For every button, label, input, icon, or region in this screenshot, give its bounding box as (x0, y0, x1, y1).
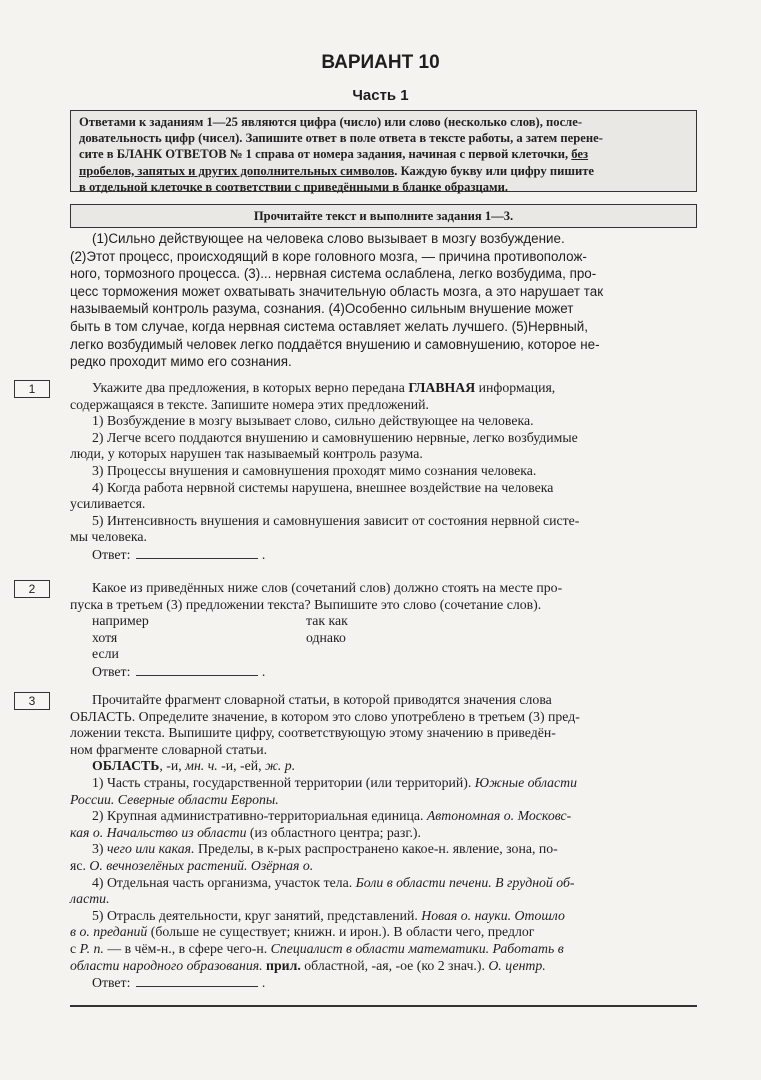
option-word: однако (306, 629, 346, 645)
entry-text: 3) (92, 841, 107, 857)
meaning-line (70, 858, 697, 875)
text-line: называемый контроль разума, сознания. (4)Особенно сильным внушение может (70, 301, 574, 317)
option-word: если (92, 646, 119, 662)
meaning-line (70, 908, 697, 925)
text-line: (1)Сильно действующее на человека слово вызывает в мозгу возбуждение. (92, 231, 565, 246)
task-number-1: 1 (14, 380, 50, 398)
option-word: хотя (92, 629, 118, 645)
option-line: 1) Возбуждение в мозгу вызывает слово, сильно действующее на человека. (92, 413, 534, 429)
instructions-line: Ответами к заданиям 1—25 являются цифра (число) или слово (несколько слов), после- (79, 115, 583, 129)
entry-example: чего или какая. (106, 841, 195, 857)
option-line: 4) Когда работа нервной системы нарушена, внешнее воздействие на человека (92, 479, 554, 495)
entry-example: Южные области (474, 774, 578, 790)
task-number-2: 2 (14, 580, 50, 598)
option-word: так как (306, 613, 348, 629)
option-line: 5) Интенсивность внушения и самовнушения зависит от состояния нервной систе- (92, 512, 580, 528)
question-line: Какое из приведённых ниже слов (сочетаний слов) должно стоять на месте про- (92, 580, 563, 595)
bottom-divider (70, 1005, 697, 1007)
question-line: Прочитайте фрагмент словарной статьи, в которой приводятся значения слова (92, 692, 552, 707)
task-number-3: 3 (14, 692, 50, 710)
meaning-line (70, 958, 697, 975)
answer-row: Ответ: . (92, 663, 266, 679)
question-text: Укажите два предложения, в которых верно передана (92, 380, 409, 395)
text-line: легко возбудимый человек легко поддаётся внушению и самовнушению, которое не- (70, 336, 600, 352)
entry-example: О. центр. (488, 957, 546, 973)
answer-row: Ответ: . (92, 975, 266, 991)
entry-text: -и, -ей, (217, 758, 266, 774)
option-line: 2) Легче всего поддаются внушению и самовнушению нервные, легко возбудимые (92, 429, 578, 445)
task-header: Прочитайте текст и выполните задания 1—3. (70, 204, 697, 228)
answer-label: Ответ: (92, 663, 131, 679)
meaning-line (70, 924, 697, 941)
option-line: усиливается. (70, 496, 146, 512)
entry-example: Р. п. (79, 940, 104, 956)
instructions-line: в отдельной клеточке в соответствии с приведёнными в бланке образцами. (79, 179, 509, 194)
variant-title: ВАРИАНТ 10 (321, 52, 440, 73)
entry-text: — в чём-н., в сфере чего-н. (103, 940, 271, 956)
text-line: цесс торможения может охватывать значительную область мозга, а это нарушает так (70, 283, 604, 299)
question-emphasis: ГЛАВНАЯ (408, 380, 476, 395)
entry-example: ласти. (70, 891, 110, 907)
option-line: люди, у которых нарушен так называемый контроль разума. (70, 446, 423, 462)
option-line: мы человека. (70, 529, 147, 545)
entry-text: ж. р. (265, 758, 296, 774)
task-3 (70, 692, 697, 991)
question-line: ложении текста. Выпишите цифру, соответствующую этому значению в приведён- (70, 725, 556, 741)
headword: ОБЛАСТЬ (92, 758, 160, 774)
options-row (70, 613, 697, 630)
answer-row: Ответ: . (92, 546, 266, 562)
instructions-line (79, 146, 688, 162)
entry-text: с (70, 940, 80, 956)
text-line: (2)Этот процесс, происходящий в коре головного мозга, — причина противополож- (70, 248, 587, 264)
instructions-underlined: пробелов, запятых и других дополнительных символов (79, 163, 395, 178)
instructions-text: сите в БЛАНК ОТВЕТОВ № 1 справа от номера задания, начиная с первой клеточки, (79, 147, 572, 162)
entry-example: Автономная о. Московс- (426, 808, 572, 824)
entry-text: (больше не существует; книжн. и ирон.). В области чего, предлог (147, 924, 535, 940)
entry-text: мн. ч. (185, 758, 218, 774)
reading-text (70, 230, 697, 371)
entry-example: Новая о. науки. Отошло (421, 907, 565, 923)
entry-example: Специалист в области математики. Работать в (270, 940, 564, 956)
entry-text: Пределы, в к-рых распространено какое-н. явление, зона, по- (194, 841, 558, 857)
instructions-line: довательность цифр (чисел). Запишите ответ в поле ответа в тексте работы, а затем перене- (79, 131, 603, 146)
task-2 (70, 580, 697, 680)
question-text: информация, (475, 380, 556, 395)
question-line (70, 380, 697, 397)
answer-label: Ответ: (92, 975, 131, 991)
entry-text: 4) Отдельная часть организма, участок тела. (92, 874, 356, 890)
entry-example: России. Северные области Европы. (70, 791, 279, 807)
part-title: Часть 1 (352, 87, 409, 104)
meaning-line (70, 891, 697, 908)
answer-field-2[interactable] (136, 663, 258, 676)
meaning-line (70, 775, 697, 792)
entry-text: 5) Отрасль деятельности, круг занятий, представлений. (92, 907, 422, 923)
entry-example: в о. преданий (70, 924, 148, 940)
entry-emphasis: прил. (262, 957, 301, 973)
entry-text: 2) Крупная административно-территориальная единица. (92, 808, 427, 824)
text-line: быть в том случае, когда нервная система оставляет желать лучшего. (5)Нервный, (70, 318, 588, 334)
answer-field-1[interactable] (136, 546, 258, 559)
question-line: пуска в третьем (3) предложении текста? Выпишите это слово (сочетание слов). (70, 596, 542, 612)
text-line: ного, тормозного процесса. (3)... нервная система ослаблена, легко возбудима, про- (70, 266, 597, 282)
meaning-line (70, 841, 697, 858)
answer-field-3[interactable] (136, 974, 258, 987)
entry-text: областной, -ая, -ое (ко 2 знач.). (300, 957, 489, 973)
option-line: 3) Процессы внушения и самовнушения проходят мимо сознания человека. (92, 462, 537, 478)
question-line: ном фрагменте словарной статьи. (70, 741, 268, 757)
text-line: редко проходит мимо его сознания. (70, 354, 292, 370)
instructions-text: . Каждую букву или цифру пишите (394, 163, 595, 178)
entry-example: области народного образования. (70, 957, 263, 973)
meaning-line (70, 875, 697, 892)
instructions-underlined: без (571, 147, 589, 162)
task-1 (70, 380, 697, 563)
question-line: содержащаяся в тексте. Запишите номера этих предложений. (70, 396, 430, 412)
option-word: например (92, 613, 149, 629)
dictionary-headword (70, 758, 697, 775)
entry-text: яс. (70, 857, 90, 873)
instructions-box (70, 110, 697, 192)
question-line: ОБЛАСТЬ. Определите значение, в котором это слово употреблено в третьем (3) пред- (70, 708, 580, 724)
entry-text: , -и, (159, 758, 186, 774)
entry-text: 1) Часть страны, государственной территории (или территорий). (92, 774, 475, 790)
entry-example: О. вечнозелёных растений. Озёрная о. (89, 857, 314, 873)
options-row (70, 630, 697, 647)
meaning-line (70, 808, 697, 825)
meaning-line (70, 941, 697, 958)
options-row (70, 646, 697, 663)
answer-label: Ответ: (92, 546, 131, 562)
meaning-line (70, 792, 697, 809)
entry-example: Боли в области печени. В грудной об- (355, 874, 575, 890)
entry-example: кая о. Начальство из области (70, 824, 247, 840)
instructions-line (79, 163, 688, 179)
meaning-line (70, 825, 697, 842)
entry-text: (из областного центра; разг.). (246, 824, 421, 840)
